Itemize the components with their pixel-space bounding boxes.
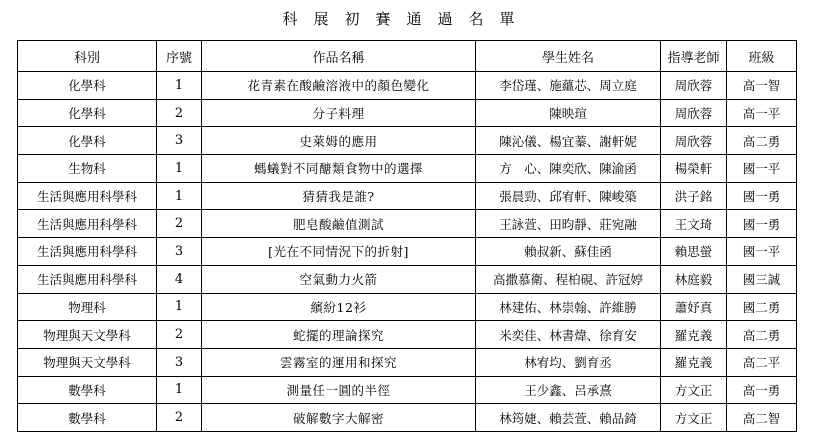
cell-subject: 物理與天文學科 (18, 321, 157, 349)
cell-number: 2 (157, 210, 202, 238)
cell-work: 分子料理 (202, 99, 476, 127)
table-row (18, 348, 797, 376)
cell-subject: 數學科 (18, 404, 157, 432)
cell-students: 王少鑫、呂承熹 (476, 376, 661, 404)
table-row (18, 404, 797, 432)
cell-teacher: 楊榮軒 (661, 155, 727, 183)
cell-number: 1 (157, 72, 202, 100)
cell-number: 1 (157, 155, 202, 183)
cell-number: 3 (157, 238, 202, 266)
cell-number: 2 (157, 404, 202, 432)
cell-class: 國一勇 (727, 210, 797, 238)
cell-teacher: 王文琦 (661, 210, 727, 238)
cell-work: 測量任一圓的半徑 (202, 376, 476, 404)
cell-class: 高二平 (727, 348, 797, 376)
header-number: 序號 (157, 41, 202, 72)
cell-number: 4 (157, 265, 202, 293)
cell-class: 高二勇 (727, 321, 797, 349)
cell-students: 王詠萱、田昀靜、莊宛融 (476, 210, 661, 238)
cell-work: 螞蟻對不同醣類食物中的選擇 (202, 155, 476, 183)
cell-teacher: 羅克義 (661, 348, 727, 376)
table-row (18, 182, 797, 210)
cell-teacher: 周欣蓉 (661, 99, 727, 127)
table-row (18, 127, 797, 155)
cell-students: 米奕佳、林書煒、徐育安 (476, 321, 661, 349)
cell-teacher: 周欣蓉 (661, 127, 727, 155)
table-row (18, 210, 797, 238)
cell-teacher: 周欣蓉 (661, 72, 727, 100)
cell-students: 林宥均、劉育丞 (476, 348, 661, 376)
table-row (18, 155, 797, 183)
header-subject: 科別 (18, 41, 157, 72)
header-work: 作品名稱 (202, 41, 476, 72)
table-row (18, 238, 797, 266)
cell-work: 史萊姆的應用 (202, 127, 476, 155)
cell-students: 張晨勁、邱宥軒、陳峻築 (476, 182, 661, 210)
cell-class: 國一平 (727, 155, 797, 183)
cell-students: 陳映瑄 (476, 99, 661, 127)
cell-subject: 化學科 (18, 127, 157, 155)
cell-students: 方 心、陳奕欣、陳渝函 (476, 155, 661, 183)
cell-students: 李岱瑾、施蘊芯、周立庭 (476, 72, 661, 100)
cell-subject: 生活與應用科學科 (18, 265, 157, 293)
cell-students: 林筠婕、賴芸萱、賴品錡 (476, 404, 661, 432)
cell-number: 3 (157, 348, 202, 376)
cell-work: [光在不同情況下的折射] (202, 238, 476, 266)
cell-subject: 數學科 (18, 376, 157, 404)
cell-number: 1 (157, 293, 202, 321)
cell-subject: 化學科 (18, 99, 157, 127)
cell-students: 高撒慕衛、程柏硯、許冠婷 (476, 265, 661, 293)
cell-students: 賴叔新、蘇佳函 (476, 238, 661, 266)
page-title: 科展初賽通過名單 (282, 10, 531, 28)
cell-teacher: 賴思螢 (661, 238, 727, 266)
table-row (18, 376, 797, 404)
cell-subject: 化學科 (18, 72, 157, 100)
cell-subject: 生物科 (18, 155, 157, 183)
cell-subject: 生活與應用科學科 (18, 182, 157, 210)
cell-number: 1 (157, 376, 202, 404)
cell-teacher: 蕭妤真 (661, 293, 727, 321)
cell-work: 空氣動力火箭 (202, 265, 476, 293)
table-header-row (18, 41, 797, 72)
cell-class: 高一平 (727, 99, 797, 127)
table-row (18, 321, 797, 349)
cell-work: 花青素在酸鹼溶液中的顏色變化 (202, 72, 476, 100)
cell-number: 2 (157, 321, 202, 349)
cell-teacher: 洪子銘 (661, 182, 727, 210)
cell-teacher: 方文正 (661, 376, 727, 404)
table-row (18, 72, 797, 100)
cell-work: 繽紛12衫 (202, 293, 476, 321)
cell-class: 國一勇 (727, 182, 797, 210)
header-teacher: 指導老師 (661, 41, 727, 72)
cell-number: 1 (157, 182, 202, 210)
table-row (18, 99, 797, 127)
cell-work: 猜猜我是誰? (202, 182, 476, 210)
header-class: 班級 (727, 41, 797, 72)
cell-teacher: 羅克義 (661, 321, 727, 349)
cell-class: 高二勇 (727, 127, 797, 155)
cell-class: 高一勇 (727, 376, 797, 404)
header-students: 學生姓名 (476, 41, 661, 72)
cell-class: 高二智 (727, 404, 797, 432)
table-body (18, 72, 797, 432)
cell-work: 蛇擺的理論探究 (202, 321, 476, 349)
cell-subject: 生活與應用科學科 (18, 210, 157, 238)
cell-work: 破解數字大解密 (202, 404, 476, 432)
cell-class: 國一平 (727, 238, 797, 266)
cell-students: 林建佑、林崇翰、許維勝 (476, 293, 661, 321)
cell-work: 肥皂酸鹼值測試 (202, 210, 476, 238)
cell-subject: 生活與應用科學科 (18, 238, 157, 266)
table-row (18, 265, 797, 293)
results-table (17, 40, 797, 432)
cell-class: 國二勇 (727, 293, 797, 321)
cell-class: 高一智 (727, 72, 797, 100)
cell-students: 陳沁儀、楊宜蓁、謝軒妮 (476, 127, 661, 155)
cell-teacher: 方文正 (661, 404, 727, 432)
cell-teacher: 林庭毅 (661, 265, 727, 293)
cell-subject: 物理與天文學科 (18, 348, 157, 376)
cell-subject: 物理科 (18, 293, 157, 321)
cell-class: 國三誠 (727, 265, 797, 293)
table-row (18, 293, 797, 321)
cell-work: 雲霧室的運用和探究 (202, 348, 476, 376)
cell-number: 3 (157, 127, 202, 155)
cell-number: 2 (157, 99, 202, 127)
